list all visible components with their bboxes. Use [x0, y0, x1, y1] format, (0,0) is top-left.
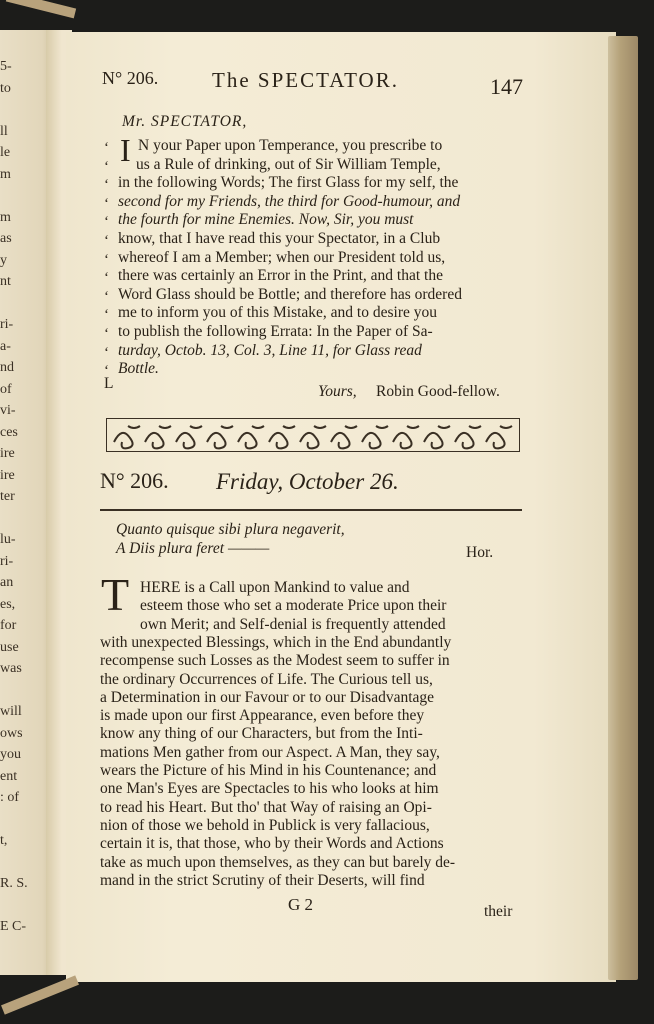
- heading-rule: [100, 509, 522, 511]
- header-number: N° 206.: [102, 68, 159, 88]
- bookmark-string-bottom: [1, 975, 79, 1014]
- decorative-ornament-band: [106, 418, 520, 452]
- letter-line: turday, Octob. 13, Col. 3, Line 11, for Glass read: [118, 341, 422, 359]
- facing-page-fragment: m: [0, 166, 11, 182]
- facing-page-fragment: vi-: [0, 403, 16, 418]
- ornament-scroll: [486, 426, 512, 448]
- letter-line: me to inform you of this Mistake, and to desire you: [118, 304, 437, 322]
- facing-page-fragment: le: [0, 145, 11, 160]
- facing-page-fragment: you: [0, 747, 21, 762]
- ornament-scroll: [393, 426, 419, 448]
- ornament-scroll: [362, 426, 388, 448]
- facing-page-fragment: E C-: [0, 919, 27, 934]
- facing-page-fragment: use: [0, 639, 19, 655]
- body-line: mand in the strict Scrutiny of their Deserts, will find: [100, 871, 425, 889]
- ornament-scroll: [269, 426, 295, 448]
- facing-page-fragment: ri-: [0, 317, 14, 332]
- facing-page-fragment: ll: [0, 123, 8, 139]
- quote-mark: ‘: [104, 177, 109, 194]
- body-line: certain it is, that those, who by their Words and Actions: [100, 835, 444, 853]
- signoff-name: Robin Good-fellow.: [376, 383, 500, 400]
- page-block-edge: [608, 36, 638, 980]
- facing-page-fragment: nd: [0, 360, 14, 375]
- letter-line: the fourth for mine Enemies. Now, Sir, you must: [118, 211, 414, 229]
- letter-initial: L: [104, 375, 114, 392]
- letter-salutation: Mr. SPECTATOR,: [122, 113, 248, 130]
- letter-line: Bottle.: [118, 360, 159, 378]
- facing-page-fragment: was: [0, 661, 22, 676]
- epigraph-line-2: A Diis plura feret ———: [116, 540, 270, 557]
- facing-page-fragment: a-: [0, 338, 11, 354]
- facing-page-fragment: ows: [0, 725, 23, 741]
- body-line: with unexpected Blessings, which in the End abundantly: [100, 633, 452, 651]
- signoff-yours: Yours,: [318, 383, 357, 400]
- body-line: know any thing of our Characters, but from the Inti-: [100, 725, 423, 743]
- body-line: mations Men gather from our Aspect. A Man, they say,: [100, 743, 440, 761]
- quote-mark: ‘: [104, 158, 109, 175]
- bookmark-string-top: [6, 0, 76, 18]
- facing-page-fragment: R. S.: [0, 876, 28, 891]
- letter-line: Word Glass should be Bottle; and therefore has ordered: [118, 285, 462, 303]
- facing-page-fragment: will: [0, 704, 22, 719]
- body-line: wears the Picture of his Mind in his Countenance; and: [100, 762, 437, 779]
- body-dropcap: T: [101, 569, 130, 620]
- body-line: is made upon our first Appearance, even before they: [100, 707, 425, 725]
- letter-line: know, that I have read this your Spectator, in a Club: [118, 230, 441, 247]
- epigraph-author: Hor.: [466, 544, 494, 561]
- facing-page-fragment: ire: [0, 446, 15, 461]
- body-line: recompense such Losses as the Modest seem to suffer in: [100, 652, 450, 670]
- facing-page-fragment: y: [0, 252, 7, 268]
- quote-mark: ‘: [104, 195, 109, 212]
- letter-dropcap: I: [120, 132, 131, 168]
- facing-page-fragment: ire: [0, 467, 15, 483]
- ornament-scroll: [238, 426, 264, 448]
- signature-mark: G 2: [288, 895, 314, 914]
- epigraph-line-1: Quanto quisque sibi plura negaverit,: [116, 521, 345, 538]
- quote-mark: ‘: [104, 288, 109, 305]
- facing-page-fragment: for: [0, 618, 17, 633]
- quote-mark: ‘: [104, 363, 109, 380]
- letter-line: to publish the following Errata: In the Paper of Sa-: [118, 323, 433, 340]
- facing-page-fragment: m: [0, 209, 11, 225]
- facing-page-fragment: to: [0, 80, 11, 96]
- ornament-scroll: [207, 426, 233, 448]
- body-line: esteem those who set a moderate Price upon their: [140, 597, 447, 615]
- quote-mark: ‘: [104, 326, 109, 342]
- facing-page-fragment: ent: [0, 768, 18, 784]
- ornament-scroll: [300, 426, 326, 448]
- catchword: their: [484, 903, 513, 920]
- facing-page-fragment: as: [0, 231, 12, 246]
- body-line: a Determination in our Favour or to our Disadvantage: [100, 688, 435, 706]
- letter-line: there was certainly an Error in the Print, and that the: [118, 267, 443, 285]
- facing-page-fragment: es,: [0, 596, 16, 612]
- quote-mark: ‘: [104, 233, 109, 249]
- ornament-scroll: [331, 426, 357, 448]
- facing-page-fragment: lu-: [0, 532, 16, 547]
- letter-line: second for my Friends, the third for Good-humour, and: [118, 192, 461, 210]
- facing-page-fragment: of: [0, 381, 12, 397]
- issue-number: N° 206.: [100, 468, 169, 493]
- letter-line: us a Rule of drinking, out of Sir William Temple,: [136, 155, 441, 173]
- header-title: The SPECTATOR.: [212, 68, 399, 92]
- ornament-scroll: [176, 426, 202, 448]
- quote-mark: ‘: [104, 270, 109, 287]
- quote-mark: ‘: [104, 140, 109, 156]
- body-line: nion of those we behold in Publick is very fallacious,: [100, 816, 430, 834]
- letter-line: N your Paper upon Temperance, you prescribe to: [138, 137, 443, 154]
- facing-page-fragment: t,: [0, 833, 8, 848]
- facing-page-fragment: ter: [0, 489, 15, 504]
- facing-page-fragment: 5-: [0, 59, 12, 74]
- quote-mark: ‘: [104, 307, 109, 324]
- ornament-scroll: [455, 426, 481, 448]
- issue-date: Friday, October 26.: [216, 469, 399, 494]
- body-line: one Man's Eyes are Spectacles to his who looks at him: [100, 780, 439, 798]
- quote-mark: ‘: [104, 214, 109, 231]
- body-line: own Merit; and Self-denial is frequently attended: [140, 615, 446, 633]
- facing-page-fragment: ri-: [0, 553, 14, 569]
- facing-page-fragment: : of: [0, 790, 20, 805]
- body-line: to read his Heart. But tho' that Way of raising an Opi-: [100, 798, 432, 816]
- page-number: 147: [490, 74, 523, 99]
- ornament-scroll: [145, 426, 171, 448]
- quote-mark: ‘: [104, 344, 109, 361]
- body-line: take as much upon themselves, as they can but barely de-: [100, 853, 456, 871]
- letter-line: whereof I am a Member; when our President told us,: [118, 248, 446, 266]
- facing-page-fragment: an: [0, 575, 14, 590]
- body-line: the ordinary Occurrences of Life. The Curious tell us,: [100, 670, 433, 688]
- quote-mark: ‘: [104, 251, 109, 268]
- body-line: HERE is a Call upon Mankind to value and: [140, 579, 410, 596]
- facing-page-fragment: ces: [0, 424, 18, 440]
- ornament-scroll: [114, 426, 140, 448]
- letter-line: in the following Words; The first Glass for my self, the: [118, 174, 459, 192]
- facing-page-fragment: nt: [0, 274, 11, 289]
- ornament-scroll: [424, 426, 450, 448]
